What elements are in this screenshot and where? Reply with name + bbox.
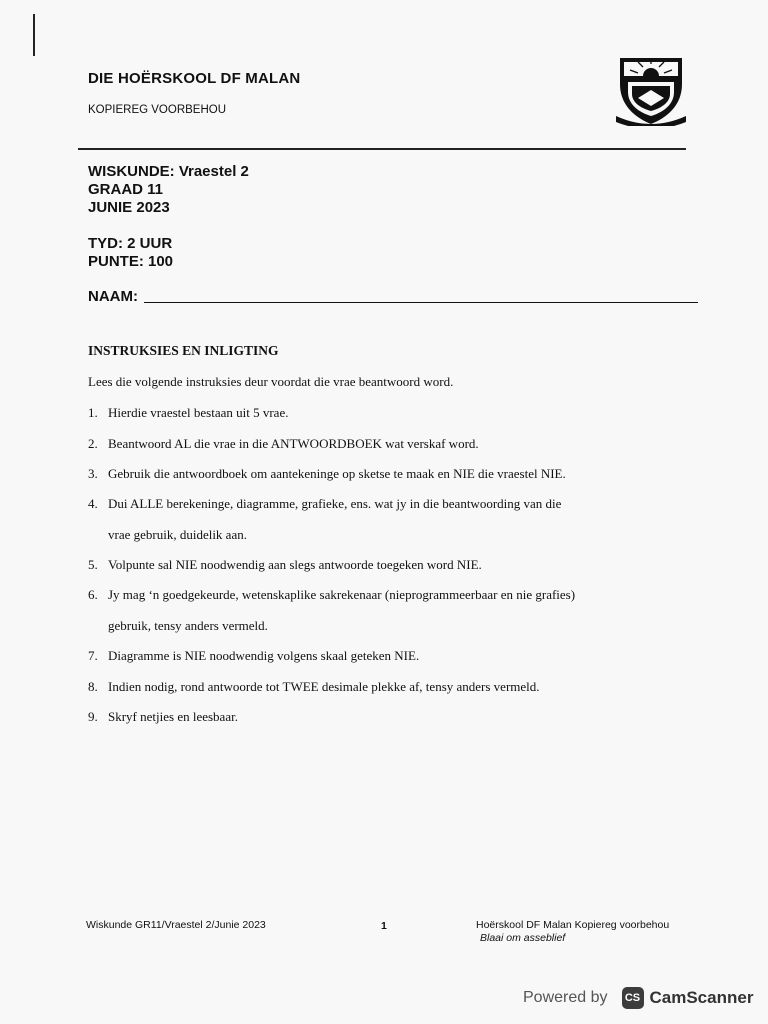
scan-margin-mark (33, 14, 35, 56)
exam-subject: WISKUNDE: Vraestel 2 (88, 163, 249, 180)
instruction-item: 1. Hierdie vraestel bestaan uit 5 vrae. (88, 405, 289, 420)
instruction-item: 4. Dui ALLE berekeninge, diagramme, grafieke, ens. wat jy in die beantwoording van die (88, 496, 562, 511)
instruction-item: 8. Indien nodig, rond antwoorde tot TWEE desimale plekke af, tensy anders vermeld. (88, 679, 540, 694)
camscanner-brand: CamScanner (649, 988, 754, 1007)
instruction-item: 3. Gebruik die antwoordboek om aantekeninge op sketse te maak en NIE die vraestel NIE. (88, 466, 566, 481)
instructions-intro: Lees die volgende instruksies deur voordat die vrae beantwoord word. (88, 374, 454, 389)
instruction-item: 9. Skryf netjies en leesbaar. (88, 709, 238, 724)
header-divider (78, 148, 686, 150)
exam-time: TYD: 2 UUR (88, 235, 173, 252)
school-crest-icon (614, 54, 688, 126)
copyright-notice: KOPIEREG VOORBEHOU (88, 104, 227, 116)
instructions-title: INSTRUKSIES EN INLIGTING (88, 343, 279, 358)
instruction-item: 6. Jy mag ‘n goedgekeurde, wetenskaplike sakrekenaar (nieprogrammeerbaar en nie grafies) (88, 587, 576, 602)
exam-grade: GRAAD 11 (88, 181, 164, 198)
school-name: DIE HOËRSKOOL DF MALAN (88, 70, 301, 87)
name-label: NAAM: (88, 288, 138, 305)
powered-by-label: Powered by (523, 989, 608, 1006)
footer-document-code: Wiskunde GR11/Vraestel 2/Junie 2023 (86, 919, 266, 931)
instruction-item: 7. Diagramme is NIE noodwendig volgens skaal geteken NIE. (88, 648, 420, 663)
instruction-item: 5. Volpunte sal NIE noodwendig aan slegs antwoorde toegeken word NIE. (88, 557, 482, 572)
exam-marks: PUNTE: 100 (88, 253, 174, 270)
camscanner-watermark (523, 984, 753, 1012)
exam-date: JUNIE 2023 (88, 199, 170, 216)
turn-page-note: Blaai om asseblief (480, 932, 566, 944)
name-field-line[interactable] (144, 302, 698, 303)
instruction-item-continuation: vrae gebruik, duidelik aan. (108, 527, 247, 542)
camscanner-logo-icon: CS (622, 987, 644, 1009)
footer-copyright: Hoërskool DF Malan Kopiereg voorbehou (476, 919, 670, 931)
instruction-item: 2. Beantwoord AL die vrae in die ANTWOORDBOEK wat verskaf word. (88, 436, 479, 451)
instruction-item-continuation: gebruik, tensy anders vermeld. (108, 618, 268, 633)
page-number: 1 (381, 920, 387, 932)
